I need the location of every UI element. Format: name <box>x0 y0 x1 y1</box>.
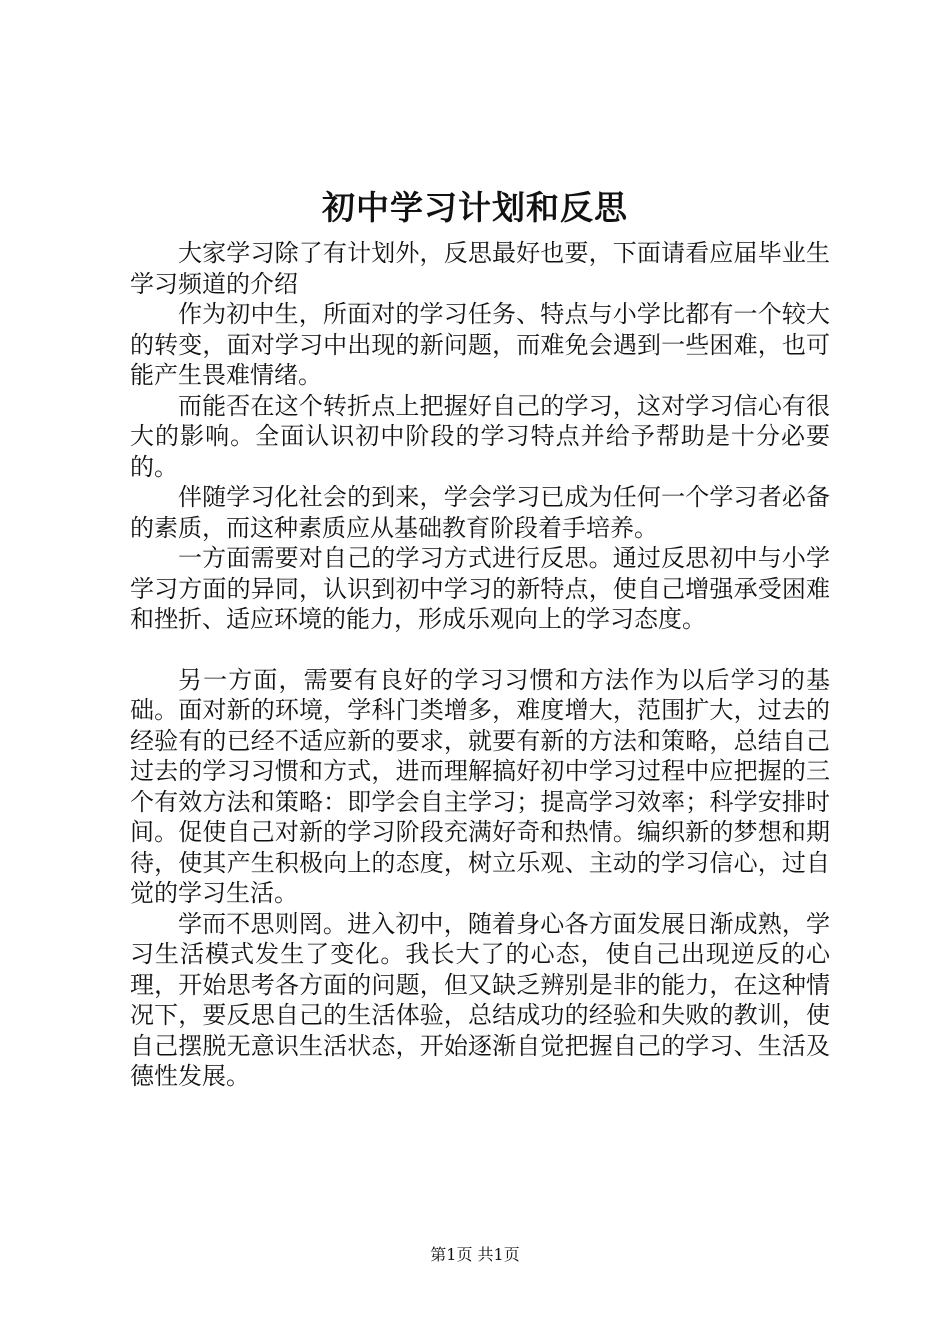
paragraph-thinking: 学而不思则罔。进入初中，随着身心各方面发展日渐成熟，学习生活模式发生了变化。我长大了的心态，使自己出现逆反的心理，开始思考各方面的问题，但又缺乏辨别是非的能力，在这种情况下，要反思自己的生活体验，总结成功的经验和失败的教训，使自己摆脱无意识生活状态，开始逐渐自觉把握自己的学习、生活及德性发展。 <box>130 909 830 1090</box>
document-body <box>130 238 830 1092</box>
paragraph-learning-society: 伴随学习化社会的到来，学会学习已成为任何一个学习者必备的素质，而这种素质应从基础教育阶段着手培养。 <box>130 483 830 542</box>
paragraph-reflection-method: 一方面需要对自己的学习方式进行反思。通过反思初中与小学学习方面的异同，认识到初中学习的新特点，使自己增强承受困难和挫折、适应环境的能力，形成乐观向上的学习态度。 <box>130 544 830 633</box>
page-footer: 第1页 共1页 <box>430 1245 520 1264</box>
paragraph-turning-point: 而能否在这个转折点上把握好自己的学习，这对学习信心有很大的影响。全面认识初中阶段的学习特点并给予帮助是十分必要的。 <box>130 391 830 481</box>
paragraph-intro: 大家学习除了有计划外，反思最好也要，下面请看应届毕业生学习频道的介绍 <box>130 239 830 298</box>
paragraph-habits: 另一方面，需要有良好的学习习惯和方法作为以后学习的基础。面对新的环境，学科门类增多，难度增大，范围扩大，过去的经验有的已经不适应新的要求，就要有新的方法和策略，总结自己过去的学习习惯和方式，进而理解搞好初中学习过程中应把握的三个有效方法和策略：即学会自主学习；提高学习效率；科学安排时间。促使自己对新的学习阶段充满好奇和热情。编织新的梦想和期待，使其产生积极向上的态度，树立乐观、主动的学习信心，过自觉的学习生活。 <box>130 665 830 907</box>
document-title: 初中学习计划和反思 <box>322 188 628 227</box>
paragraph-transition: 作为初中生，所面对的学习任务、特点与小学比都有一个较大的转变，面对学习中出现的新问题，而难免会遇到一些困难，也可能产生畏难情绪。 <box>130 300 830 389</box>
